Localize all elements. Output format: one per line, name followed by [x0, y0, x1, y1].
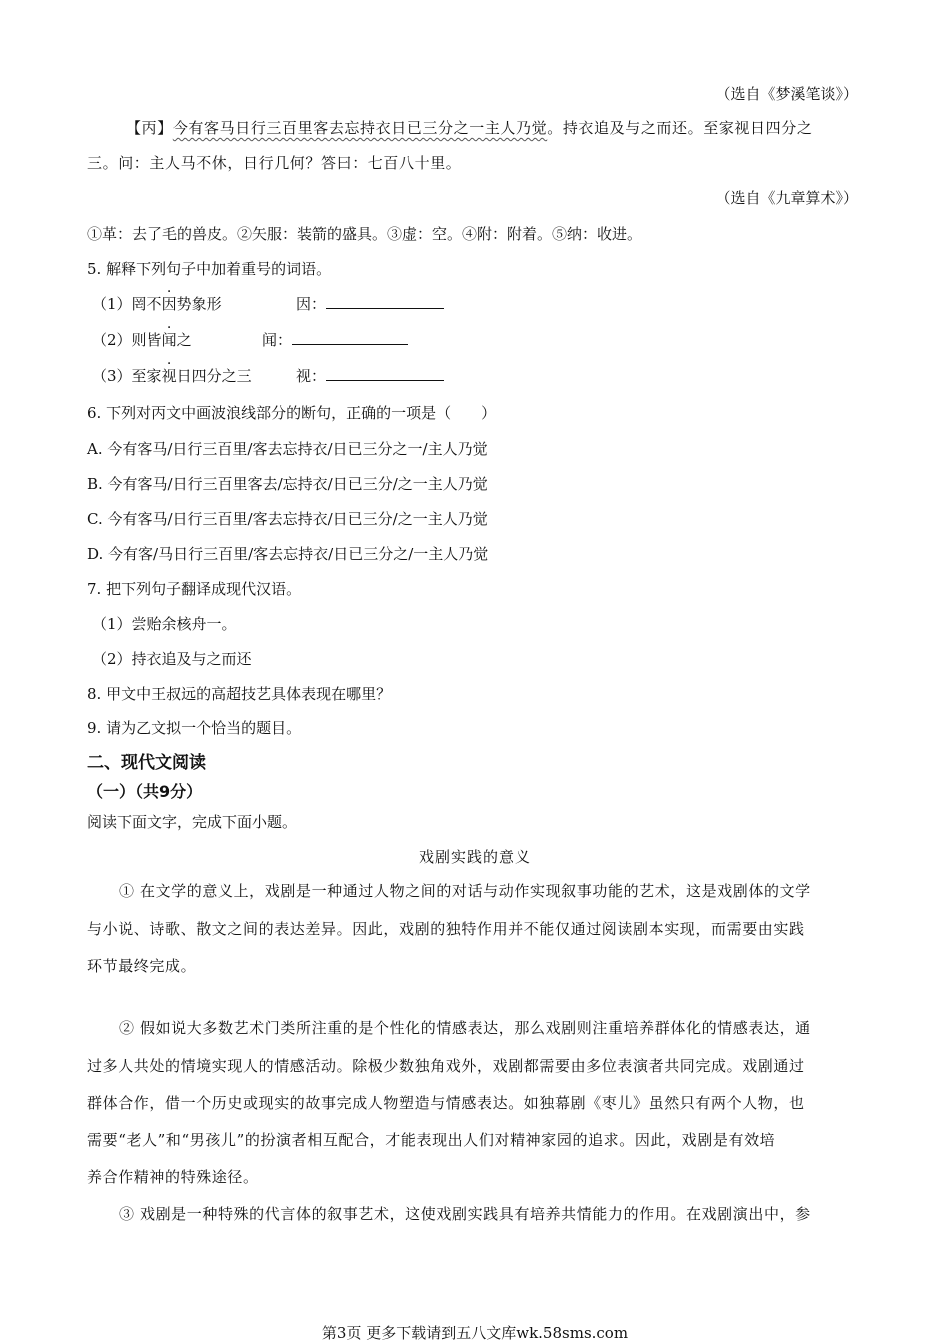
question-6-option-c[interactable]: C. 今有客马/日行三百里/客去忘持衣/日已三分/之一主人乃觉	[87, 510, 488, 528]
article-line-3: 环节最终完成。	[87, 957, 197, 975]
question-6-title: 6. 下列对丙文中画波浪线部分的断句，正确的一项是（ ）	[87, 404, 497, 422]
question-5-answer-3: 视：	[296, 366, 444, 386]
article-line-1: ① 在文学的意义上，戏剧是一种通过人物之间的对话与动作实现叙事功能的艺术，这是戏剧体的文学	[119, 882, 811, 900]
question-5-item-3: （3）至家视日四分之三	[92, 367, 252, 385]
question-7-title: 7. 把下列句子翻译成现代汉语。	[87, 580, 302, 598]
reading-instruction: 阅读下面文字，完成下面小题。	[87, 813, 298, 831]
passage-bing-rest: 。持衣追及与之而还。至家视日四分之	[547, 119, 813, 137]
question-8: 8. 甲文中王叔远的高超技艺具体表现在哪里？	[87, 685, 392, 703]
question-6-option-d[interactable]: D. 今有客/马日行三百里/客去忘持衣/日已三分之/一主人乃觉	[87, 545, 489, 563]
article-line-8: 养合作精神的特殊途径。	[87, 1168, 259, 1186]
answer-blank[interactable]	[326, 294, 444, 309]
article-line-9: ③ 戏剧是一种特殊的代言体的叙事艺术，这使戏剧实践具有培养共情能力的作用。在戏剧演出中，参	[119, 1205, 811, 1223]
article-line-2: 与小说、诗歌、散文之间的表达差异。因此，戏剧的独特作用并不能仅通过阅读剧本实现，而需要由实践	[87, 920, 805, 938]
question-7-item-1: （1）尝贻余核舟一。	[92, 615, 237, 633]
question-5-item-2: （2）则皆闻之	[92, 331, 192, 349]
emphasis-char: 因	[161, 295, 177, 313]
passage-bing-label: 【丙】	[126, 119, 173, 137]
question-5-answer-1: 因：	[296, 294, 444, 314]
answer-blank[interactable]	[326, 366, 444, 381]
question-6-option-a[interactable]: A. 今有客马/日行三百里/客去忘持衣/日已三分之一/主人乃觉	[87, 440, 488, 458]
question-5-answer-2: 闻：	[262, 330, 408, 350]
section-sub-heading: （一）（共9分）	[87, 782, 203, 801]
question-5-title: 5. 解释下列句子中加着重号的词语。	[87, 260, 332, 278]
question-9: 9. 请为乙文拟一个恰当的题目。	[87, 719, 302, 737]
question-5-item-1: （1）罔不因势象形	[92, 295, 222, 313]
article-line-4: ② 假如说大多数艺术门类所注重的是个性化的情感表达，那么戏剧则注重培养群体化的情感表达，通	[119, 1019, 811, 1037]
section-heading: 二、现代文阅读	[87, 753, 206, 773]
article-line-6: 群体合作，借一个历史或现实的故事完成人物塑造与情感表达。如独幕剧《枣儿》虽然只有两个人物，也	[87, 1094, 805, 1112]
source-jiuzhang: （选自《九章算术》）	[715, 189, 858, 207]
annotations: ①革：去了毛的兽皮。②矢服：装箭的盛具。③虚：空。④附：附着。⑤纳：收进。	[87, 225, 643, 243]
article-line-5: 过多人共处的情境实现人的情感活动。除极少数独角戏外，戏剧都需要由多位表演者共同完成。戏剧通过	[87, 1057, 805, 1075]
emphasis-char: 视	[161, 367, 177, 385]
wavy-underlined-text: 今有客马日行三百里客去忘持衣日已三分之一主人乃觉	[172, 119, 548, 137]
page-footer: 第3页 更多下载请到五八文库wk.58sms.com	[321, 1324, 629, 1342]
answer-blank[interactable]	[292, 330, 408, 345]
emphasis-char: 闻	[161, 331, 177, 349]
article-title: 戏剧实践的意义	[418, 848, 531, 866]
question-6-option-b[interactable]: B. 今有客马/日行三百里客去/忘持衣/日已三分/之一主人乃觉	[87, 475, 488, 493]
passage-bing-line-2: 三。问：主人马不休，日行几何？答曰：七百八十里。	[87, 154, 462, 172]
passage-bing-line-1	[126, 118, 812, 138]
article-line-7: 需要“老人”和“男孩儿”的扮演者相互配合，才能表现出人们对精神家园的追求。因此，戏剧是有效培	[87, 1131, 776, 1149]
question-7-item-2: （2）持衣追及与之而还	[92, 650, 252, 668]
source-mengxi: （选自《梦溪笔谈》）	[715, 85, 858, 103]
